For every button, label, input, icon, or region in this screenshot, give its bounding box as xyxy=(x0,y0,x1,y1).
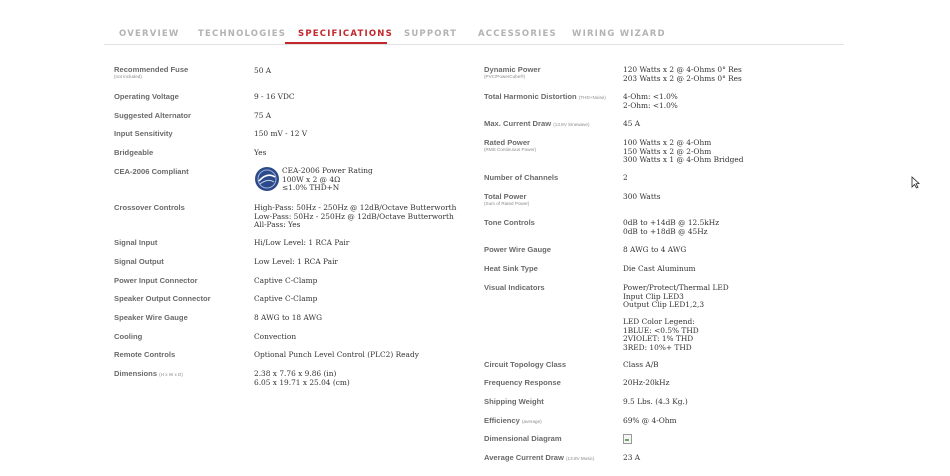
spec-value: High-Pass: 50Hz - 250Hz @ 12dB/Octave Butterworth Low-Pass: 50Hz - 250Hz @ 12dB/Octave Butterworth All-Pass: Yes xyxy=(254,203,457,229)
spec-label: Dimensions (H x W x D) xyxy=(114,369,183,378)
spec-label: Max. Current Draw (13.8V Sinewave) xyxy=(484,119,590,128)
spec-value: Yes xyxy=(254,148,267,157)
spec-label: Total Harmonic Distortion (THD+Noise) xyxy=(484,92,606,101)
spec-label: Number of Channels xyxy=(484,173,559,182)
spec-label: Heat Sink Type xyxy=(484,264,538,273)
active-tab-underline xyxy=(285,42,387,44)
spec-label: Average Current Draw (13.8V Music) xyxy=(484,453,595,462)
spec-label: Rated Power (RMS Continuous Power) xyxy=(484,138,537,152)
spec-label: Visual Indicators xyxy=(484,283,545,292)
spec-value: 23 A xyxy=(623,453,641,462)
spec-value: 9 - 16 VDC xyxy=(254,92,295,101)
tab-support[interactable]: SUPPORT xyxy=(404,29,458,39)
spec-value: 150 mV - 12 V xyxy=(254,129,308,138)
spec-value: 45 A xyxy=(623,119,641,128)
spec-label: Input Sensitivity xyxy=(114,129,173,138)
spec-label: Crossover Controls xyxy=(114,203,185,212)
spec-value: 4-Ohm: <1.0% 2-Ohm: <1.0% xyxy=(623,92,678,110)
spec-label: Total Power (Sum of Rated Power) xyxy=(484,192,530,206)
spec-value: 50 A xyxy=(254,66,272,75)
spec-value: 120 Watts x 2 @ 4-Ohms 0° Res 203 Watts x 2 @ 2-Ohms 0° Res xyxy=(623,65,742,83)
tab-bar xyxy=(104,0,844,45)
tab-accessories[interactable]: ACCESSORIES xyxy=(478,29,557,39)
tab-overview[interactable]: OVERVIEW xyxy=(119,29,180,39)
spec-value: 9.5 Lbs. (4.3 Kg.) xyxy=(623,397,688,406)
spec-value: 100 Watts x 2 @ 4-Ohm 150 Watts x 2 @ 2-Ohm 300 Watts x 1 @ 4-Ohm Bridged xyxy=(623,138,744,164)
spec-value: Captive C-Clamp xyxy=(254,276,318,285)
spec-label: Dimensional Diagram xyxy=(484,434,562,443)
spec-value: 2 xyxy=(623,173,628,182)
spec-label: Tone Controls xyxy=(484,218,535,227)
tab-wiring-wizard[interactable]: WIRING WIZARD xyxy=(572,29,666,39)
spec-value: Optional Punch Level Control (PLC2) Ready xyxy=(254,350,419,359)
spec-value: 0dB to +14dB @ 12.5kHz 0dB to +18dB @ 45Hz xyxy=(623,218,720,236)
spec-label: Operating Voltage xyxy=(114,92,179,101)
spec-label: Suggested Alternator xyxy=(114,111,191,120)
spec-value: 2.38 x 7.76 x 9.86 (in) 6.05 x 19.71 x 25.04 (cm) xyxy=(254,369,350,387)
spec-label: Recommended Fuse (not included) xyxy=(114,65,189,79)
spec-label: Bridgeable xyxy=(114,148,154,157)
dimensional-diagram-image-icon[interactable] xyxy=(623,434,632,444)
mouse-cursor-icon xyxy=(911,176,920,189)
tab-specifications[interactable]: SPECIFICATIONS xyxy=(298,29,393,39)
spec-label: Shipping Weight xyxy=(484,397,544,406)
spec-value: 300 Watts xyxy=(623,192,661,201)
spec-label: Signal Output xyxy=(114,257,164,266)
spec-value: Power/Protect/Thermal LED Input Clip LED3 Output Clip LED1,2,3 LED Color Legend: 1BLUE: <0.5% THD 2VIOLET: 1% THD 3RED: 10%+ THD xyxy=(623,283,729,352)
spec-value: Convection xyxy=(254,332,297,341)
spec-value: Hi/Low Level: 1 RCA Pair xyxy=(254,238,350,247)
spec-value: 69% @ 4-Ohm xyxy=(623,416,677,425)
spec-value: 20Hz-20kHz xyxy=(623,378,670,387)
spec-label: Power Input Connector xyxy=(114,276,198,285)
spec-label: Dynamic Power (PVC/PowerCube®) xyxy=(484,65,541,79)
spec-label: Cooling xyxy=(114,332,143,341)
tab-technologies[interactable]: TECHNOLOGIES xyxy=(198,29,287,39)
spec-value: Captive C-Clamp xyxy=(254,294,318,303)
spec-label: Signal Input xyxy=(114,238,158,247)
spec-value: Die Cast Aluminum xyxy=(623,264,696,273)
spec-label: Power Wire Gauge xyxy=(484,245,552,254)
spec-label: Efficiency (average) xyxy=(484,416,542,425)
spec-label: CEA-2006 Compliant xyxy=(114,167,189,176)
cea-2006-logo-icon xyxy=(254,166,280,192)
spec-value: Class A/B xyxy=(623,360,659,369)
spec-label: Speaker Wire Gauge xyxy=(114,313,188,322)
spec-label: Frequency Response xyxy=(484,378,561,387)
spec-value: 8 AWG to 18 AWG xyxy=(254,313,322,322)
spec-value: Low Level: 1 RCA Pair xyxy=(254,257,338,266)
spec-value: 75 A xyxy=(254,111,272,120)
spec-label: Remote Controls xyxy=(114,350,176,359)
spec-label: Circuit Topology Class xyxy=(484,360,567,369)
spec-label: Speaker Output Connector xyxy=(114,294,211,303)
spec-value: 8 AWG to 4 AWG xyxy=(623,245,687,254)
spec-value: CEA-2006 Power Rating 100W x 2 @ 4Ω ≤1.0% THD+N xyxy=(282,166,373,192)
